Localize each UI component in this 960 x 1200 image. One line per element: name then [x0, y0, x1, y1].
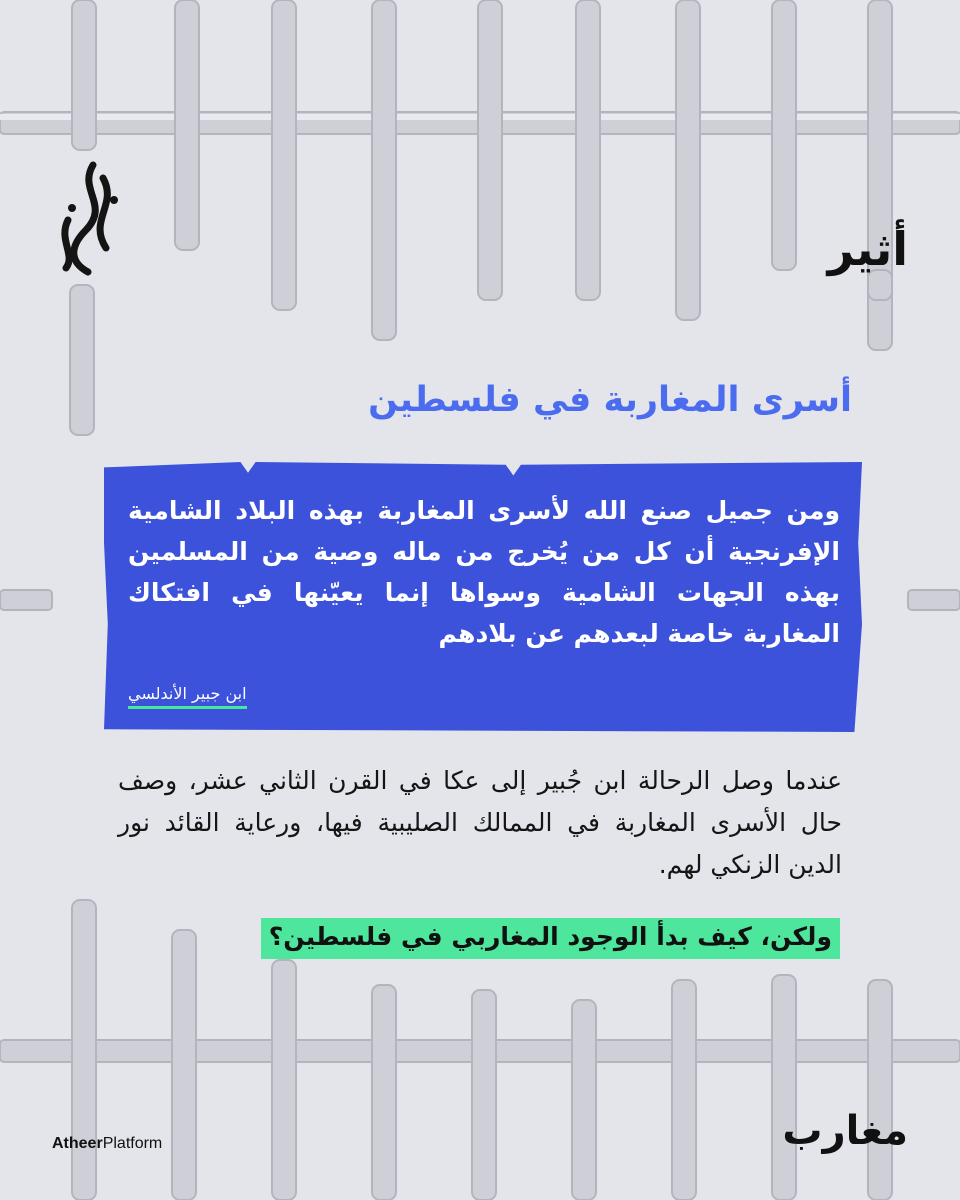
quote-author: ابن جبير الأندلسي — [128, 684, 247, 709]
aljazeera-logo-icon — [48, 160, 138, 280]
page-title: أسرى المغاربة في فلسطين — [368, 380, 852, 420]
magharib-logo: مغارب — [782, 1108, 908, 1154]
body-paragraph: عندما وصل الرحالة ابن جُبير إلى عكا في القرن الثاني عشر، وصف حال الأسرى المغاربة في الممالك الصليبية فيها، ورعاية القائد نور الدين الزنكي لهم. — [118, 766, 842, 879]
platform-credit-regular: Platform — [102, 1135, 163, 1152]
aljazeera-logo — [48, 160, 138, 280]
aljazeera-logo-text — [138, 160, 139, 161]
question-highlight: ولكن، كيف بدأ الوجود المغاربي في فلسطين؟ — [261, 918, 840, 959]
platform-credit-bold: Atheer — [52, 1135, 103, 1152]
quote-text: ومن جميل صنع الله لأسرى المغاربة بهذه البلاد الشامية الإفرنجية أن كل من يُخرج من ماله وصية من المسلمين بهذه الجهات الشامية وسواها إنما يعيّنها في افتكاك المغاربة خاصة لبعدهم عن بلادهم — [128, 496, 840, 648]
platform-credit — [52, 1135, 162, 1153]
atheer-logo: أثير — [827, 222, 908, 276]
